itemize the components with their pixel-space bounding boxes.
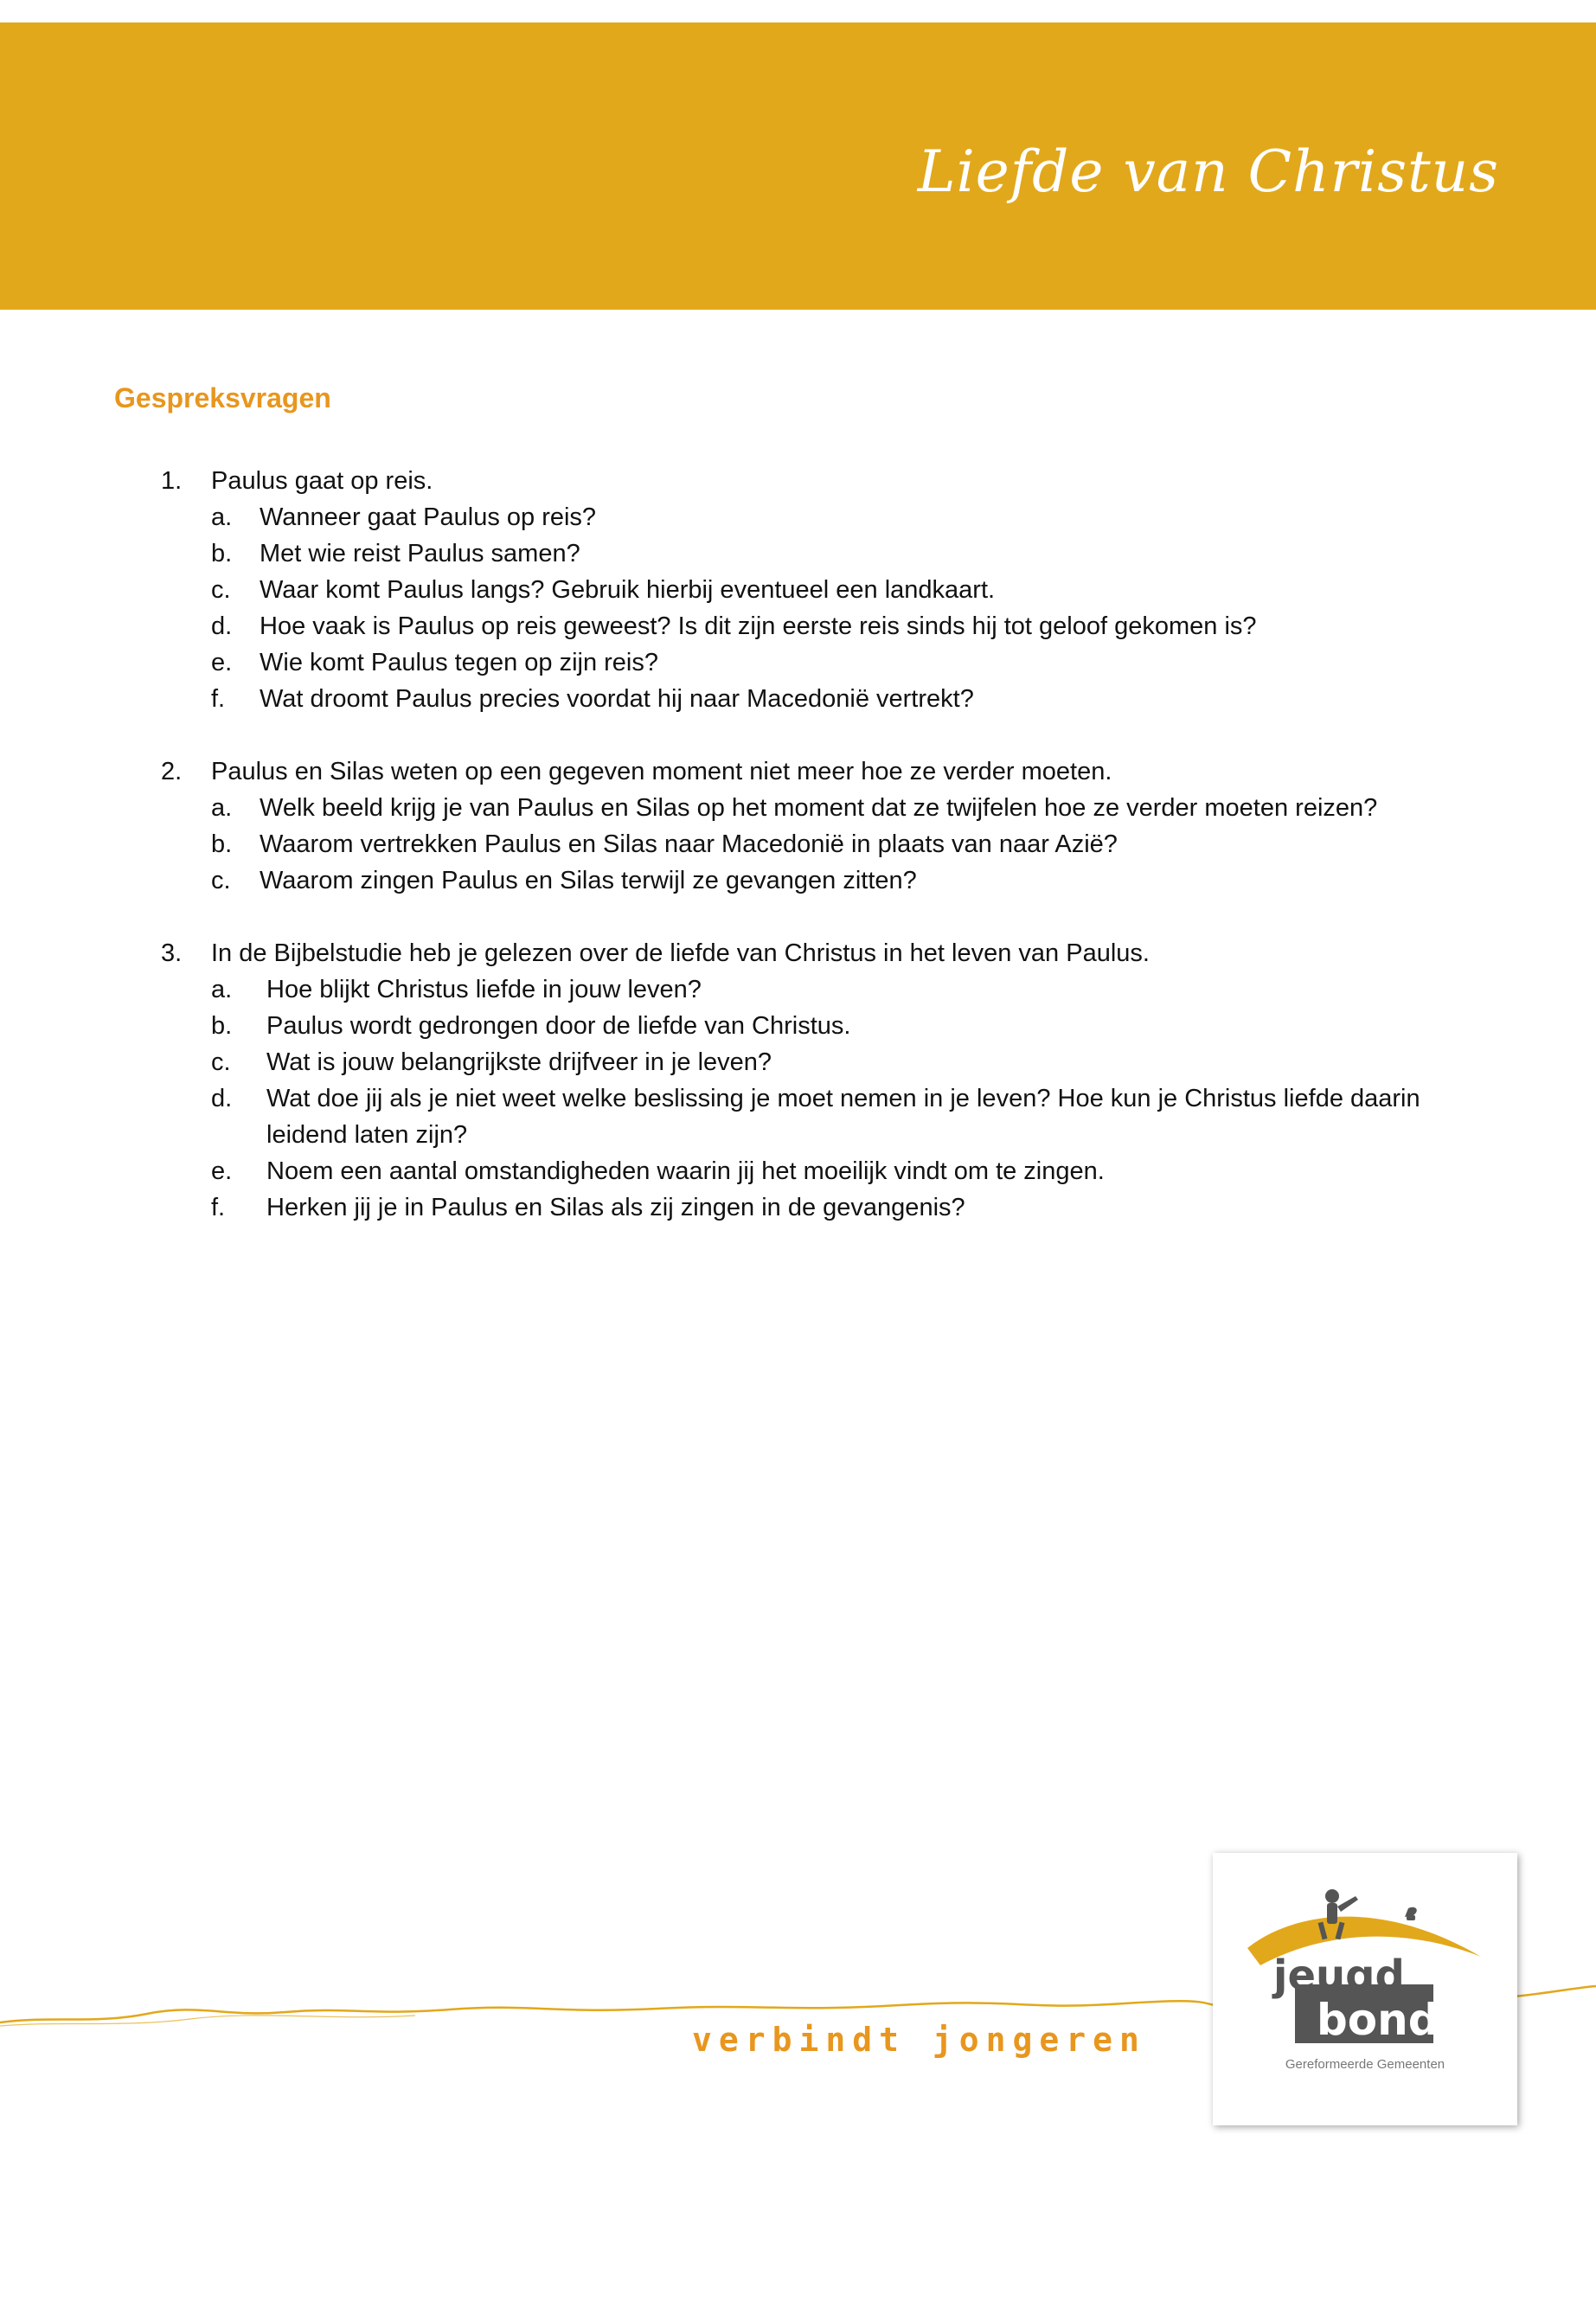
sub-question <box>0 1080 1596 1153</box>
jeugdbond-logo <box>1213 1853 1517 2125</box>
logo-graphic <box>1213 1853 1517 2125</box>
sub-question <box>0 608 1596 644</box>
question-list <box>0 463 1596 1226</box>
sub-letter: a. <box>211 794 233 822</box>
sub-question-text: Wat doe jij als je niet weet welke beslissing je moet nemen in je leven? Hoe kun je Christus liefde daarin leidend laten zijn? <box>266 1085 1420 1149</box>
sub-question <box>0 790 1596 826</box>
header-band <box>0 22 1596 310</box>
sub-letter: c. <box>211 1048 231 1076</box>
sub-question <box>0 644 1596 681</box>
sub-question-text: Welk beeld krijg je van Paulus en Silas op het moment dat ze twijfelen hoe ze verder moeten reizen? <box>260 794 1378 822</box>
sub-question-text: Wat droomt Paulus precies voordat hij naar Macedonië vertrekt? <box>260 685 974 713</box>
sub-question-text: Waarom vertrekken Paulus en Silas naar Macedonië in plaats van naar Azië? <box>260 830 1118 858</box>
sub-question <box>0 1153 1596 1189</box>
sub-question-text: Wat is jouw belangrijkste drijfveer in je leven? <box>266 1048 772 1076</box>
question-number: 2. <box>161 758 183 785</box>
logo-word-jeugd: jeugd <box>1273 1952 1405 2000</box>
sub-question <box>0 1044 1596 1080</box>
footer-tagline: verbindt jongeren <box>692 2021 1146 2059</box>
question-text: In de Bijbelstudie heb je gelezen over de liefde van Christus in het leven van Paulus. <box>211 939 1150 967</box>
sub-question <box>0 499 1596 535</box>
sub-letter: a. <box>211 976 233 1003</box>
sub-letter: d. <box>211 1085 233 1112</box>
question-number: 1. <box>161 467 183 495</box>
sub-question <box>0 971 1596 1008</box>
sub-question <box>0 535 1596 572</box>
question-text: Paulus gaat op reis. <box>211 467 433 495</box>
sub-letter: e. <box>211 649 233 676</box>
document-title: Liefde van Christus <box>917 138 1499 205</box>
sub-letter: b. <box>211 540 233 567</box>
sub-letter: d. <box>211 612 233 640</box>
sub-question-text: Hoe vaak is Paulus op reis geweest? Is dit zijn eerste reis sinds hij tot geloof gekomen is? <box>260 612 1257 640</box>
sub-question <box>0 826 1596 862</box>
sub-letter: e. <box>211 1157 233 1185</box>
sub-letter: f. <box>211 685 226 713</box>
sub-letter: b. <box>211 1012 233 1040</box>
sub-question <box>0 862 1596 899</box>
sub-question-text: Paulus wordt gedrongen door de liefde van Christus. <box>266 1012 851 1040</box>
sub-question-text: Noem een aantal omstandigheden waarin jij het moeilijk vindt om te zingen. <box>266 1157 1105 1185</box>
question-text: Paulus en Silas weten op een gegeven moment niet meer hoe ze verder moeten. <box>211 758 1112 785</box>
logo-subtitle: Gereformeerde Gemeenten <box>1285 2057 1445 2072</box>
sub-question-text: Herken jij je in Paulus en Silas als zij zingen in de gevangenis? <box>266 1194 965 1221</box>
question-1 <box>0 463 1596 717</box>
sub-letter: a. <box>211 503 233 531</box>
sub-letter: f. <box>211 1194 226 1221</box>
logo-word-bond: bond <box>1317 1995 1439 2045</box>
sub-letter: c. <box>211 576 231 604</box>
question-3 <box>0 935 1596 1226</box>
question-number: 3. <box>161 939 183 967</box>
sub-question-text: Wanneer gaat Paulus op reis? <box>260 503 597 531</box>
sub-question-text: Waar komt Paulus langs? Gebruik hierbij eventueel een landkaart. <box>260 576 996 604</box>
sub-question <box>0 572 1596 608</box>
sub-letter: c. <box>211 867 231 894</box>
sub-question-text: Waarom zingen Paulus en Silas terwijl ze gevangen zitten? <box>260 867 917 894</box>
sub-question-text: Met wie reist Paulus samen? <box>260 540 580 567</box>
sub-question <box>0 681 1596 717</box>
sub-question <box>0 1008 1596 1044</box>
sub-question-text: Wie komt Paulus tegen op zijn reis? <box>260 649 658 676</box>
sub-letter: b. <box>211 830 233 858</box>
sub-question-text: Hoe blijkt Christus liefde in jouw leven? <box>266 976 702 1003</box>
section-heading: Gespreksvragen <box>114 382 331 413</box>
sub-question <box>0 1189 1596 1226</box>
question-2 <box>0 753 1596 899</box>
